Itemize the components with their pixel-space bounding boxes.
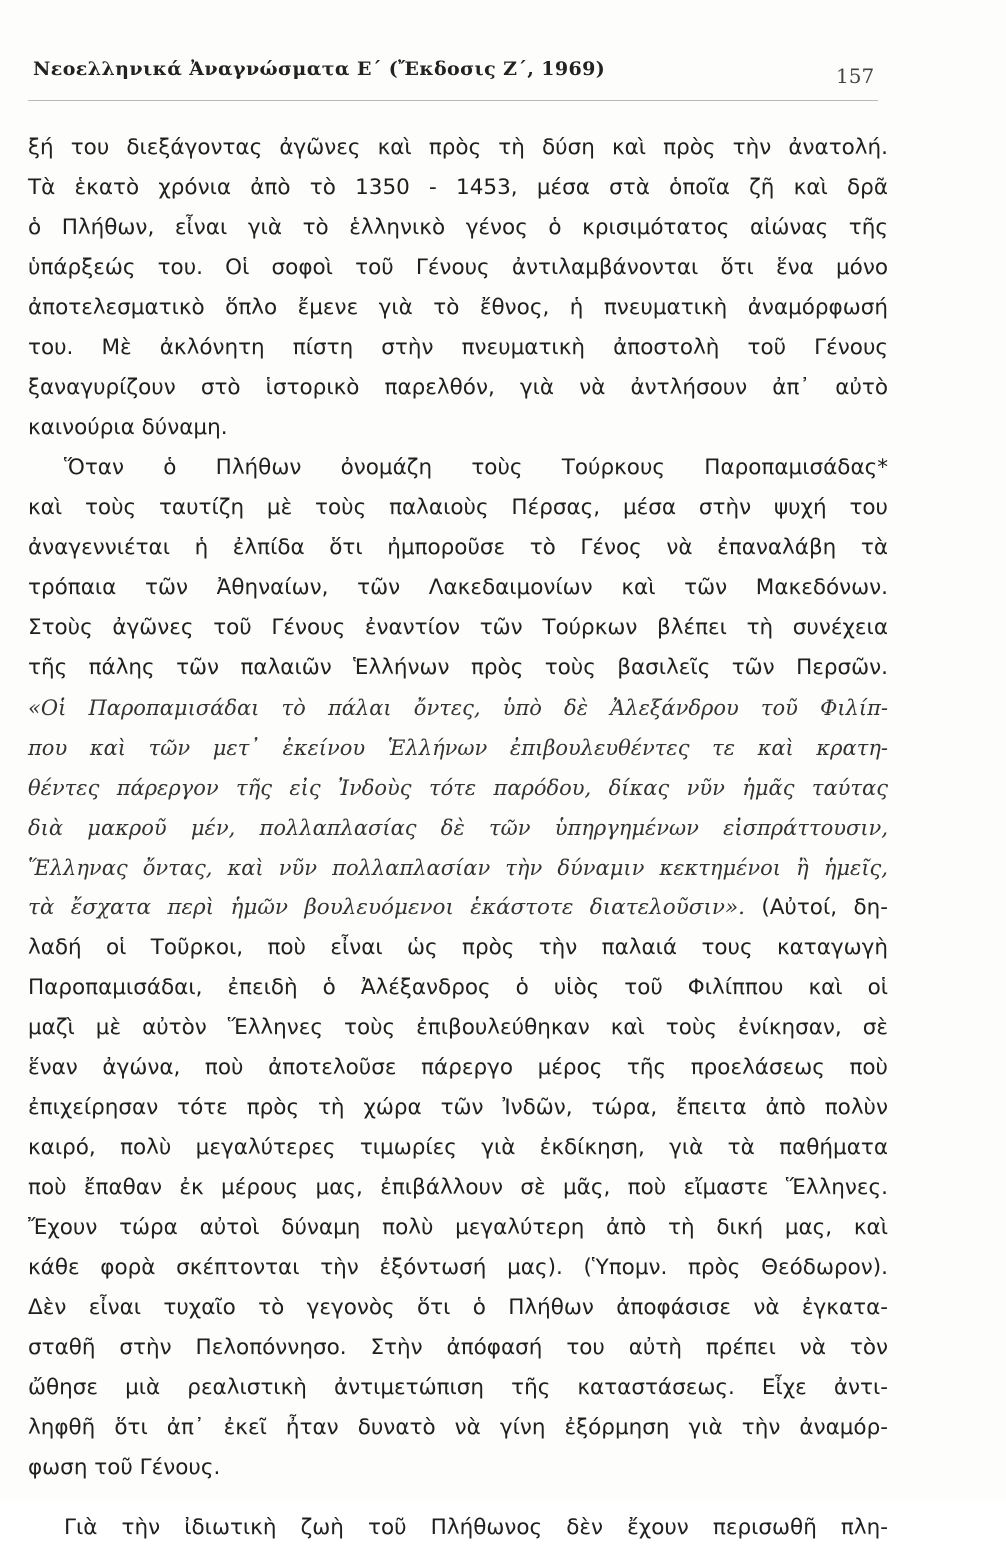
text-line: φωση τοῦ Γένους.	[28, 1455, 221, 1480]
text-line: λαδή οἱ Τοῦρκοι, ποὺ εἶναι ὡς πρὸς τὴν παλαιά τους καταγωγὴ	[28, 935, 888, 960]
quote-line: που καὶ τῶν μετ᾽ ἐκείνου Ἑλλήνων ἐπιβουλευθέντες τε καὶ κρατη-	[28, 736, 888, 760]
paragraph-start-line: Ὅταν ὁ Πλήθων ὀνομάζη τοὺς Τούρκους Παροπαμισάδας*	[64, 455, 888, 480]
text-line: ξή του διεξάγοντας ἀγῶνες καὶ πρὸς τὴ δύση καὶ πρὸς τὴν ἀνατολή.	[28, 135, 888, 160]
text-line: ξαναγυρίζουν στὸ ἱστορικὸ παρελθόν, γιὰ νὰ ἀντλήσουν ἀπ᾽ αὐτὸ	[28, 375, 888, 400]
text-line: καιρό, πολὺ μεγαλύτερες τιμωρίες γιὰ ἐκδίκηση, γιὰ τὰ παθήματα	[28, 1135, 888, 1160]
text-line: ὑπάρξεώς του. Οἱ σοφοὶ τοῦ Γένους ἀντιλαμβάνονται ὅτι ἕνα μόνο	[28, 255, 888, 280]
quote-end-text: τὰ ἔσχατα περὶ ἡμῶν βουλευόμενοι ἑκάστοτε διατελοῦσιν».	[28, 895, 745, 920]
running-head: Νεοελληνικά Ἀναγνώσματα Ε΄ (Ἔκδοσις Ζ΄, 1969)	[33, 58, 606, 80]
text-line: του. Μὲ ἀκλόνητη πίστη στὴν πνευματικὴ ἀποστολὴ τοῦ Γένους	[28, 335, 888, 360]
quote-line: διὰ μακροῦ μέν, πολλαπλασίας δὲ τῶν ὑπηργημένων εἰσπράττουσιν,	[28, 816, 888, 840]
text-line: καὶ τοὺς ταυτίζη μὲ τοὺς παλαιοὺς Πέρσας, μέσα στὴν ψυχή του	[28, 495, 888, 520]
text-line: Δὲν εἶναι τυχαῖο τὸ γεγονὸς ὅτι ὁ Πλήθων ἀποφάσισε νὰ ἐγκατα-	[28, 1295, 888, 1320]
text-line: κάθε φορὰ σκέπτονται τὴν ἐξόντωσή μας). (Ὑπομν. πρὸς Θεόδωρον).	[28, 1255, 888, 1280]
text-line: ὁ Πλήθων, εἶναι γιὰ τὸ ἑλληνικὸ γένος ὁ κρισιμότατος αἰώνας τῆς	[28, 215, 888, 240]
text-line: ἐπιχείρησαν τότε πρὸς τὴ χώρα τῶν Ἰνδῶν, τώρα, ἔπειτα ἀπὸ πολὺν	[28, 1095, 888, 1120]
text-line: ποὺ ἔπαθαν ἐκ μέρους μας, ἐπιβάλλουν σὲ μᾶς, ποὺ εἴμαστε Ἕλληνες.	[28, 1175, 888, 1200]
text-line: ληφθῆ ὅτι ἀπ᾽ ἐκεῖ ἦταν δυνατὸ νὰ γίνη ἐξόρμηση γιὰ τὴν ἀναμόρ-	[28, 1415, 888, 1440]
text-line: ὤθησε μιὰ ρεαλιστικὴ ἀντιμετώπιση τῆς καταστάσεως. Εἶχε ἀντι-	[28, 1375, 888, 1400]
text-line: Στοὺς ἀγῶνες τοῦ Γένους ἐναντίον τῶν Τούρκων βλέπει τὴ συνέχεια	[28, 615, 888, 640]
quote-line: «Οἱ Παροπαμισάδαι τὸ πάλαι ὄντες, ὑπὸ δὲ Ἀλεξάνδρου τοῦ Φιλίπ-	[28, 696, 888, 720]
paragraph-start-line: Γιὰ τὴν ἰδιωτικὴ ζωὴ τοῦ Πλήθωνος δὲν ἔχουν περισωθῆ πλη-	[64, 1515, 888, 1540]
text-line: τῆς πάλης τῶν παλαιῶν Ἑλλήνων πρὸς τοὺς βασιλεῖς τῶν Περσῶν.	[28, 655, 888, 680]
text-line: Παροπαμισάδαι, ἐπειδὴ ὁ Ἀλέξανδρος ὁ υἱὸς τοῦ Φιλίππου καὶ οἱ	[28, 975, 888, 1000]
text-line: Τὰ ἑκατὸ χρόνια ἀπὸ τὸ 1350 - 1453, μέσα στὰ ὁποῖα ζῆ καὶ δρᾶ	[28, 175, 888, 200]
translation-start-text: (Αὐτοί, δη-	[744, 895, 889, 920]
text-line: ἀναγεννιέται ἡ ἐλπίδα ὅτι ἠμποροῦσε τὸ Γένος νὰ ἐπαναλάβη τὰ	[28, 535, 888, 560]
text-line: ἀποτελεσματικὸ ὅπλο ἔμενε γιὰ τὸ ἔθνος, ἡ πνευματικὴ ἀναμόρφωσή	[28, 295, 888, 320]
quote-line: Ἕλληνας ὄντας, καὶ νῦν πολλαπλασίαν τὴν δύναμιν κεκτημένοι ἢ ἡμεῖς,	[28, 856, 888, 880]
page-number: 157	[836, 64, 875, 88]
body-text	[28, 128, 888, 1548]
quote-end-line	[28, 888, 888, 928]
text-line: Ἔχουν τώρα αὐτοὶ δύναμη πολὺ μεγαλύτερη ἀπὸ τὴ δική μας, καὶ	[28, 1215, 888, 1240]
text-line: καινούρια δύναμη.	[28, 415, 228, 440]
text-line: σταθῆ στὴν Πελοπόννησο. Στὴν ἀπόφασή του αὐτὴ πρέπει νὰ τὸν	[28, 1335, 888, 1360]
quote-line: θέντες πάρεργον τῆς εἰς Ἰνδοὺς τότε παρόδου, δίκας νῦν ἡμᾶς ταύτας	[28, 776, 888, 800]
text-line: ἕναν ἀγώνα, ποὺ ἀποτελοῦσε πάρεργο μέρος τῆς προελάσεως ποὺ	[28, 1055, 888, 1080]
header-rule	[28, 100, 878, 101]
text-line: μαζὶ μὲ αὐτὸν Ἕλληνες τοὺς ἐπιβουλεύθηκαν καὶ τοὺς ἐνίκησαν, σὲ	[28, 1015, 888, 1040]
text-line: τρόπαια τῶν Ἀθηναίων, τῶν Λακεδαιμονίων καὶ τῶν Μακεδόνων.	[28, 575, 888, 600]
